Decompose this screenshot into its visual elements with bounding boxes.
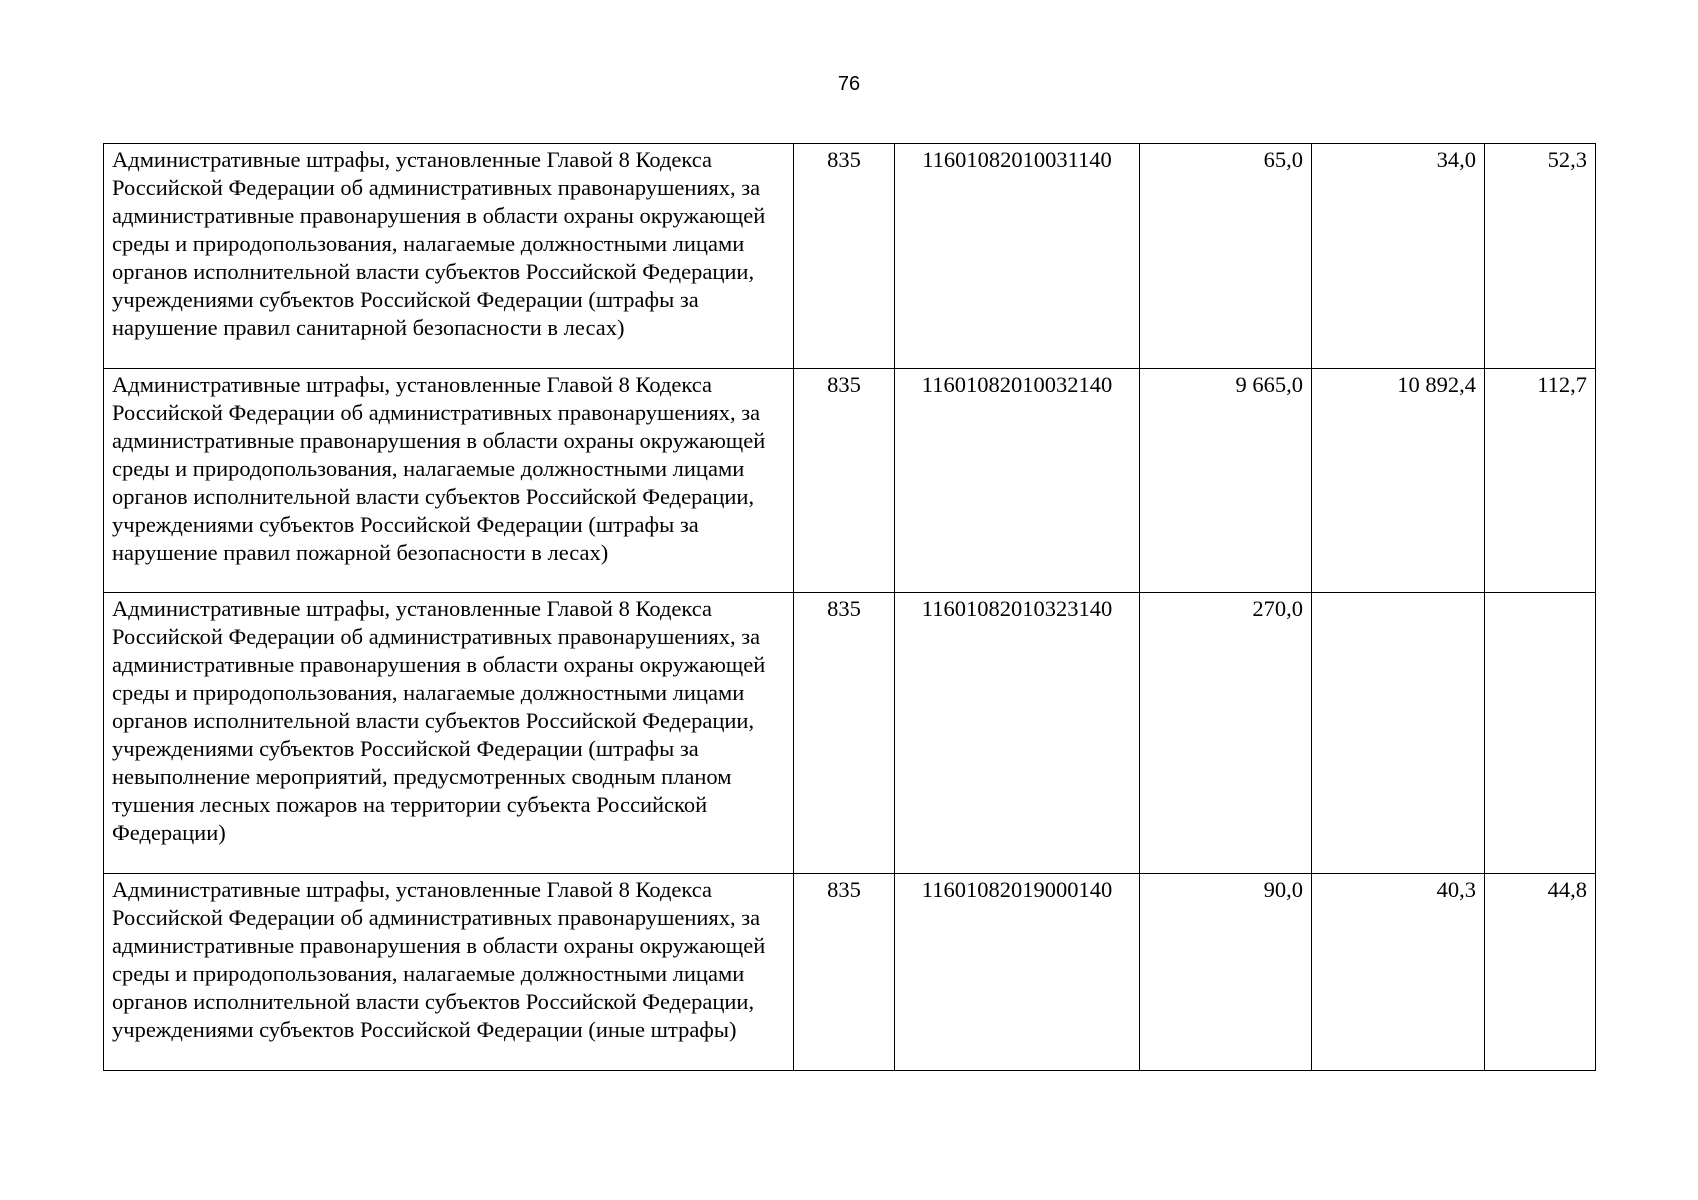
row-admin-code: 835 xyxy=(794,369,895,593)
row-percent-value xyxy=(1485,593,1596,874)
row-kbk-code: 11601082010031140 xyxy=(895,144,1140,369)
row-description: Административные штрафы, установленные Главой 8 Кодекса Российской Федерации об административных правонарушениях, за административные правонарушения в области охраны окружающей среды и природопользования, налагаемые должностными лицами органов исполнительной власти субъектов Российской Федерации, учреждениями субъектов Российской Федерации (иные штрафы) xyxy=(104,874,794,1071)
row-plan-value: 9 665,0 xyxy=(1140,369,1312,593)
row-plan-value: 90,0 xyxy=(1140,874,1312,1071)
row-description: Административные штрафы, установленные Главой 8 Кодекса Российской Федерации об административных правонарушениях, за административные правонарушения в области охраны окружающей среды и природопользования, налагаемые должностными лицами органов исполнительной власти субъектов Российской Федерации, учреждениями субъектов Российской Федерации (штрафы за нарушение правил санитарной безопасности в лесах) xyxy=(104,144,794,369)
row-actual-value: 34,0 xyxy=(1312,144,1485,369)
row-actual-value: 10 892,4 xyxy=(1312,369,1485,593)
row-kbk-code: 11601082010032140 xyxy=(895,369,1140,593)
row-description: Административные штрафы, установленные Главой 8 Кодекса Российской Федерации об административных правонарушениях, за административные правонарушения в области охраны окружающей среды и природопользования, налагаемые должностными лицами органов исполнительной власти субъектов Российской Федерации, учреждениями субъектов Российской Федерации (штрафы за нарушение правил пожарной безопасности в лесах) xyxy=(104,369,794,593)
row-admin-code: 835 xyxy=(794,593,895,874)
row-percent-value: 44,8 xyxy=(1485,874,1596,1071)
row-percent-value: 52,3 xyxy=(1485,144,1596,369)
revenue-table xyxy=(103,143,1596,1071)
row-description: Административные штрафы, установленные Главой 8 Кодекса Российской Федерации об административных правонарушениях, за административные правонарушения в области охраны окружающей среды и природопользования, налагаемые должностными лицами органов исполнительной власти субъектов Российской Федерации, учреждениями субъектов Российской Федерации (штрафы за невыполнение мероприятий, предусмотренных сводным планом тушения лесных пожаров на территории субъекта Российской Федерации) xyxy=(104,593,794,874)
row-kbk-code: 11601082019000140 xyxy=(895,874,1140,1071)
row-plan-value: 65,0 xyxy=(1140,144,1312,369)
row-percent-value: 112,7 xyxy=(1485,369,1596,593)
row-admin-code: 835 xyxy=(794,874,895,1071)
row-kbk-code: 11601082010323140 xyxy=(895,593,1140,874)
row-admin-code: 835 xyxy=(794,144,895,369)
row-actual-value xyxy=(1312,593,1485,874)
table-row xyxy=(104,369,1596,593)
page-number: 76 xyxy=(837,73,861,95)
table-row xyxy=(104,593,1596,874)
row-plan-value: 270,0 xyxy=(1140,593,1312,874)
table-row xyxy=(104,144,1596,369)
table-row xyxy=(104,874,1596,1071)
row-actual-value: 40,3 xyxy=(1312,874,1485,1071)
